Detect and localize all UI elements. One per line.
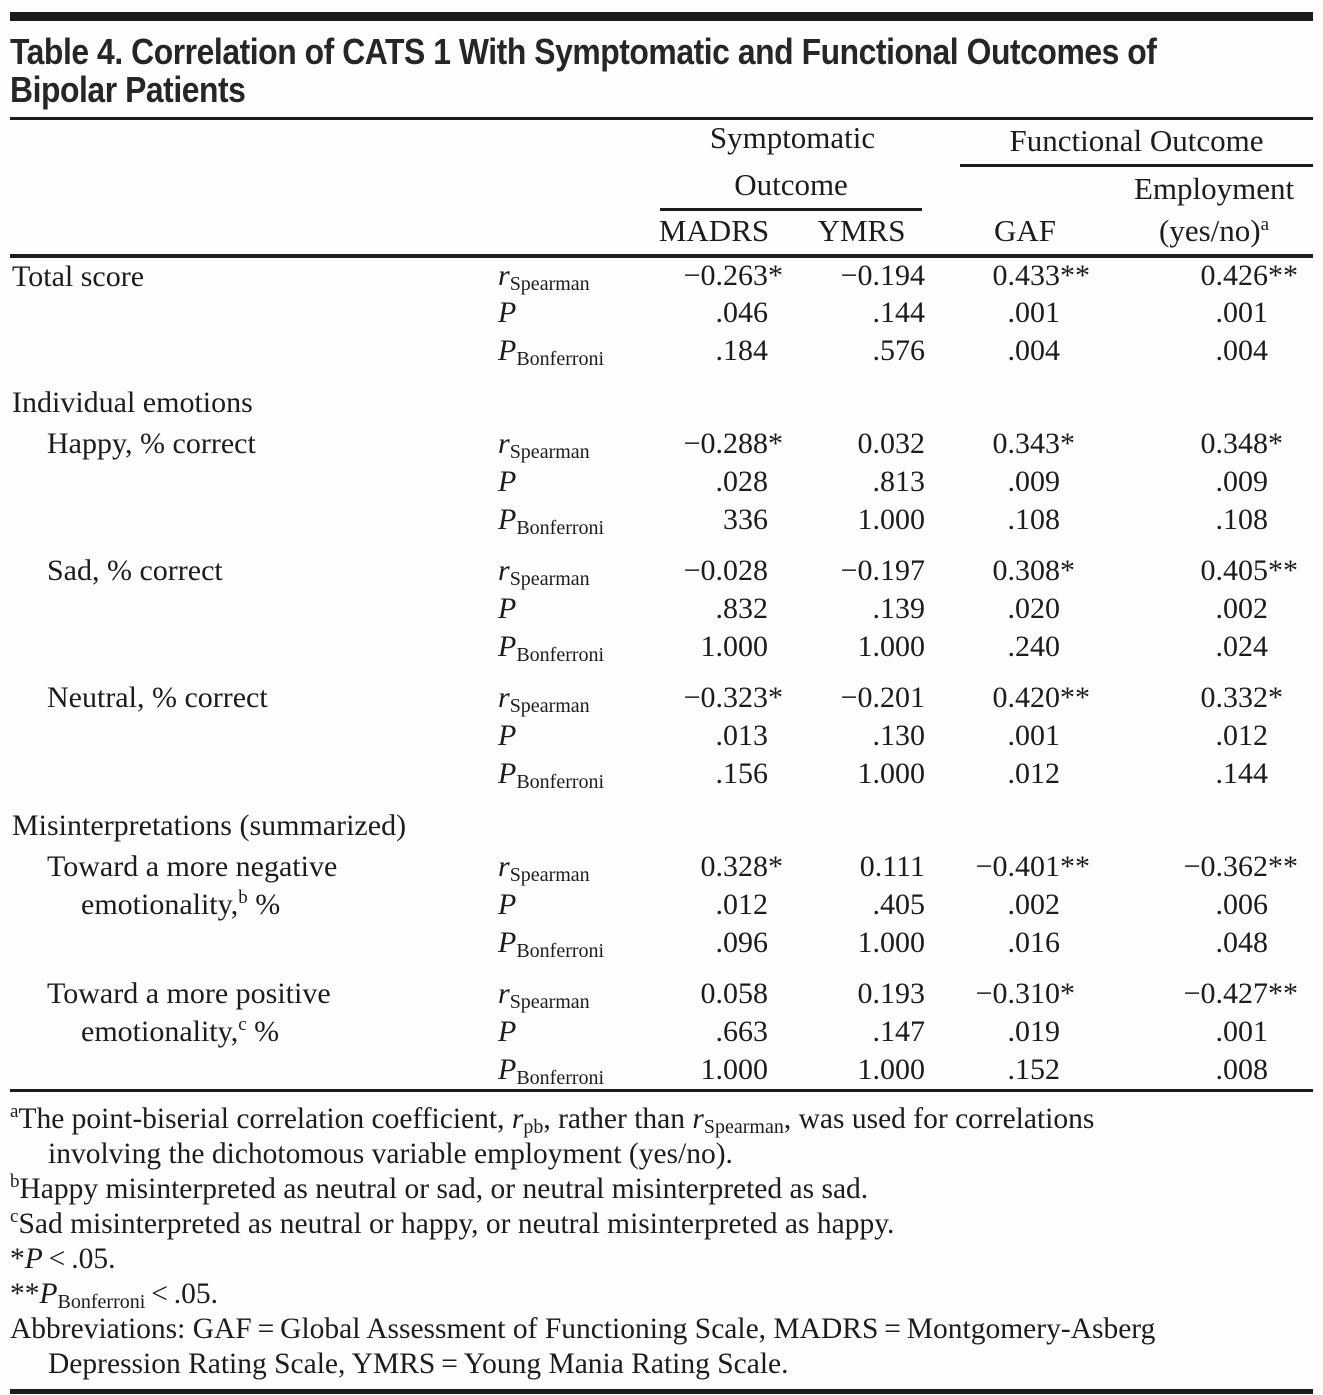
footnote [10, 1102, 1313, 1172]
stat-label [490, 552, 655, 590]
value-text: 1.000 [857, 630, 926, 663]
stat-subscript: Spearman [509, 864, 590, 886]
row-label [10, 552, 490, 666]
footnote [10, 1242, 1313, 1277]
employment-footnote-marker: a [1260, 214, 1270, 235]
value-cell [773, 332, 930, 370]
footnote-subscript: Bonferroni [57, 1291, 146, 1313]
value-cell [1065, 755, 1313, 793]
value-text: .144 [1215, 757, 1269, 790]
value-text: .012 [1215, 719, 1269, 752]
value-cell [773, 848, 930, 886]
stat-label [490, 886, 655, 924]
value-text: .020 [1007, 592, 1061, 625]
value-text: .001 [1215, 296, 1269, 329]
value-cell [773, 590, 930, 628]
value-cell [930, 463, 1065, 501]
value-cell [773, 552, 930, 590]
footnote [10, 1207, 1313, 1242]
header-employment-line2 [1065, 211, 1313, 256]
value-text: 1.000 [857, 503, 926, 536]
value-text: .024 [1215, 630, 1269, 663]
footnote [10, 1172, 1313, 1207]
stat-symbol: P [498, 334, 517, 367]
stat-symbol: P [498, 1015, 517, 1048]
value-text: .139 [872, 592, 926, 625]
row-label-line: emotionality,$^b$ % [81, 887, 281, 921]
value-text: .001 [1007, 719, 1061, 752]
value-cell: −0.263* [683, 259, 783, 292]
value-cell: 0.343* [992, 427, 1076, 460]
row-label-line: Total score [12, 260, 145, 293]
stat-label [490, 717, 655, 755]
stat-label [490, 256, 655, 294]
value-cell [1065, 628, 1313, 666]
stat-symbol: P [498, 503, 517, 536]
value-text: −0.197 [840, 554, 926, 587]
value-cell [655, 332, 773, 370]
footnotes [10, 1089, 1313, 1382]
value-text: .006 [1215, 888, 1269, 921]
footnote-italic: r [692, 1103, 704, 1135]
stat-label [490, 679, 655, 717]
value-text: .002 [1007, 888, 1061, 921]
footnote-text: involving the dichotomous variable employment (yes/no). [48, 1138, 733, 1170]
section-row [10, 793, 1313, 848]
footnote-marker: b [238, 887, 248, 908]
value-text: 0.332 [1200, 681, 1269, 714]
value-cell [655, 886, 773, 924]
value-text: .184 [715, 334, 768, 367]
value-cell [655, 294, 773, 332]
stat-subscript: Bonferroni [516, 771, 605, 793]
footnote-text: Sad misinterpreted as neutral or happy, or neutral misinterpreted as happy. [18, 1208, 895, 1240]
row-label-line: Toward a more negative [47, 850, 338, 883]
footnote [10, 1277, 1313, 1312]
stat-label [490, 1013, 655, 1051]
table-row [10, 679, 1313, 717]
value-text: 1.000 [857, 757, 926, 790]
value-cell [1065, 501, 1313, 539]
footnote-text: Abbreviations: GAF = Global Assessment of Functioning Scale, MADRS = Montgomery-Asberg [10, 1313, 1156, 1345]
value-text: .013 [715, 719, 768, 752]
stat-subscript: Spearman [509, 568, 590, 590]
stat-symbol: P [498, 296, 517, 329]
table-row [10, 848, 1313, 886]
header-madrs: MADRS [655, 211, 773, 256]
spacer-cell [10, 962, 1313, 975]
stat-subscript: Spearman [509, 695, 590, 717]
value-text: 0.405 [1200, 554, 1269, 587]
table-body [10, 256, 1313, 1089]
header-employment-line1: Employment [1133, 171, 1295, 206]
row-label [10, 848, 490, 962]
value-cell: 0.332* [1200, 681, 1284, 714]
value-text: .405 [872, 888, 926, 921]
header-symptomatic-line1: Symptomatic [709, 120, 876, 155]
stat-symbol: P [498, 630, 517, 663]
footnote-italic: P [24, 1243, 43, 1275]
value-cell [930, 501, 1065, 539]
row-label-line: Happy, % correct [47, 427, 256, 460]
value-cell [930, 755, 1065, 793]
table-row [10, 552, 1313, 590]
value-cell: −0.323* [683, 681, 783, 714]
stat-symbol: P [498, 888, 517, 921]
value-text: .001 [1007, 296, 1061, 329]
footnote-text: Happy misinterpreted as neutral or sad, or neutral misinterpreted as sad. [19, 1173, 869, 1205]
value-text: 0.058 [700, 977, 768, 1010]
correlation-table [10, 120, 1313, 1089]
value-cell: 0.433** [992, 259, 1091, 292]
value-cell: 0.348* [1200, 427, 1284, 460]
footnote-text: Depression Rating Scale, YMRS = Young Mania Rating Scale. [48, 1348, 789, 1380]
value-text: 1.000 [857, 926, 926, 959]
value-cell [1065, 924, 1313, 962]
row-label [10, 256, 490, 370]
stat-label [490, 590, 655, 628]
value-cell [773, 975, 930, 1013]
value-text: .156 [715, 757, 768, 790]
value-text: .108 [1007, 503, 1061, 536]
footnote-marker: b [10, 1171, 20, 1192]
table-row [10, 425, 1313, 463]
stat-subscript: Bonferroni [516, 1067, 605, 1089]
header-ymrs: YMRS [773, 211, 930, 256]
spacer-cell [10, 539, 1313, 552]
value-text: 1.000 [700, 630, 768, 663]
stat-symbol: P [498, 757, 517, 790]
value-text: .048 [1215, 926, 1269, 959]
value-text: 336 [723, 503, 768, 536]
stat-symbol: r [498, 259, 510, 292]
value-cell: 0.308* [992, 554, 1076, 587]
value-text: .147 [872, 1015, 926, 1048]
value-text: −0.310 [975, 977, 1061, 1010]
footnote-text: , was used for correlations [783, 1103, 1095, 1135]
table-title-line1: Table 4. Correlation of CATS 1 With Symptomatic and Functional Outcomes of [10, 31, 1157, 72]
footnote-text: The point-biserial correlation coefficient, [18, 1103, 512, 1135]
footnote-italic: r [511, 1103, 524, 1135]
value-text: 1.000 [700, 1053, 768, 1086]
value-text: 0.032 [857, 427, 926, 460]
value-cell [930, 1051, 1065, 1089]
footnote-subscript: pb [523, 1116, 544, 1138]
spacer-row [10, 539, 1313, 552]
value-cell [773, 501, 930, 539]
value-text: .108 [1215, 503, 1269, 536]
stat-subscript: Bonferroni [516, 517, 605, 539]
header-gaf: GAF [930, 211, 1065, 256]
stat-label [490, 501, 655, 539]
value-text: 0.426 [1200, 259, 1269, 292]
stat-subscript: Bonferroni [516, 940, 605, 962]
footnote-text: , rather than [543, 1103, 693, 1135]
stat-label [490, 628, 655, 666]
stat-label [490, 1051, 655, 1089]
value-text: 1.000 [857, 1053, 926, 1086]
stat-subscript: Spearman [509, 441, 590, 463]
value-cell: −0.362** [1183, 850, 1299, 883]
value-cell [655, 501, 773, 539]
value-text: .012 [1007, 757, 1061, 790]
value-cell [773, 755, 930, 793]
value-cell [930, 886, 1065, 924]
row-label [10, 679, 490, 793]
spacer-cell [10, 666, 1313, 679]
value-text: .012 [715, 888, 768, 921]
value-text: .240 [1007, 630, 1061, 663]
stat-symbol: P [498, 592, 517, 625]
value-text: .152 [1007, 1053, 1061, 1086]
value-cell [930, 1013, 1065, 1051]
stat-subscript: Spearman [509, 991, 590, 1013]
row-label-line: emotionality,$^c$ % [81, 1014, 280, 1048]
value-text: .576 [872, 334, 926, 367]
value-cell: −0.401** [975, 850, 1091, 883]
table-header [10, 120, 1313, 256]
stat-symbol: r [498, 427, 510, 460]
stat-label [490, 975, 655, 1013]
spacer-row [10, 962, 1313, 975]
value-text: −0.263 [683, 259, 768, 292]
value-text: −0.288 [683, 427, 768, 460]
value-text: .019 [1007, 1015, 1061, 1048]
value-cell: 0.405** [1200, 554, 1299, 587]
value-cell [655, 590, 773, 628]
stat-subscript: Bonferroni [516, 348, 605, 370]
footnote [10, 1312, 1313, 1382]
value-text: 0.420 [992, 681, 1061, 714]
value-text: 0.193 [857, 977, 926, 1010]
value-cell [1065, 1013, 1313, 1051]
value-text: 0.328 [700, 850, 768, 883]
value-text: .009 [1007, 465, 1061, 498]
row-label [10, 975, 490, 1089]
stat-label [490, 294, 655, 332]
value-cell [655, 1013, 773, 1051]
footnote-italic: P [39, 1278, 58, 1310]
value-text: −0.427 [1183, 977, 1269, 1010]
stat-label [490, 332, 655, 370]
section-label: Misinterpretations (summarized) [12, 809, 407, 842]
value-text: .144 [872, 296, 926, 329]
value-cell [655, 924, 773, 962]
stat-symbol: r [498, 977, 510, 1010]
header-symptomatic-line2: Outcome [660, 167, 922, 211]
stat-symbol: P [498, 465, 517, 498]
value-cell [1065, 463, 1313, 501]
value-text: −0.401 [975, 850, 1061, 883]
value-cell: −0.310* [975, 977, 1076, 1010]
value-cell [773, 1051, 930, 1089]
value-cell [1065, 717, 1313, 755]
value-cell [773, 679, 930, 717]
value-text: .002 [1215, 592, 1269, 625]
stat-label [490, 848, 655, 886]
stat-subscript: Spearman [509, 273, 590, 295]
value-cell [655, 975, 773, 1013]
value-cell [930, 294, 1065, 332]
footnote-text: * [10, 1243, 25, 1275]
row-label-line: Neutral, % correct [47, 681, 268, 714]
footnote-marker: a [10, 1101, 19, 1122]
row-label-line: Toward a more positive [47, 977, 331, 1010]
stat-symbol: P [498, 719, 517, 752]
table-title [10, 33, 1315, 109]
value-cell [773, 628, 930, 666]
spacer-row [10, 666, 1313, 679]
value-text: .001 [1215, 1015, 1269, 1048]
value-cell [930, 628, 1065, 666]
stat-label [490, 425, 655, 463]
value-text: .813 [872, 465, 926, 498]
value-cell [773, 886, 930, 924]
value-cell [773, 294, 930, 332]
footnote-text: ** [10, 1278, 40, 1310]
value-cell [930, 924, 1065, 962]
value-cell [930, 717, 1065, 755]
value-cell [773, 463, 930, 501]
value-cell [930, 590, 1065, 628]
footnote-text: < .05. [145, 1278, 218, 1310]
value-cell [1065, 886, 1313, 924]
value-cell [773, 717, 930, 755]
value-cell [655, 755, 773, 793]
value-cell [655, 717, 773, 755]
value-text: .008 [1215, 1053, 1269, 1086]
footnote-marker: c [10, 1206, 19, 1227]
value-cell: −0.288* [683, 427, 783, 460]
value-cell [773, 425, 930, 463]
bottom-rule [10, 1389, 1313, 1394]
value-cell: 0.328* [700, 850, 783, 883]
value-text: −0.028 [683, 554, 768, 587]
value-cell [655, 463, 773, 501]
value-cell: 0.420** [992, 681, 1091, 714]
value-text: .016 [1007, 926, 1061, 959]
value-text: −0.362 [1183, 850, 1269, 883]
employment-yes-no-label: (yes/no) [1159, 213, 1261, 248]
value-text: 0.433 [992, 259, 1061, 292]
table-row [10, 975, 1313, 1013]
row-label-line: Sad, % correct [47, 554, 223, 587]
header-functional-outcome: Functional Outcome [960, 123, 1313, 167]
value-cell [655, 1051, 773, 1089]
top-rule [10, 12, 1313, 21]
value-text: 0.308 [992, 554, 1061, 587]
stat-label [490, 924, 655, 962]
stat-label [490, 755, 655, 793]
value-cell: −0.427** [1183, 977, 1299, 1010]
value-cell [1065, 590, 1313, 628]
stat-symbol: r [498, 850, 510, 883]
value-text: .009 [1215, 465, 1269, 498]
section-label: Individual emotions [12, 386, 253, 419]
value-cell [773, 256, 930, 294]
value-text: .046 [715, 296, 768, 329]
value-text: .130 [872, 719, 926, 752]
row-label [10, 425, 490, 539]
table-row [10, 256, 1313, 294]
value-text: −0.323 [683, 681, 768, 714]
value-text: .663 [715, 1015, 768, 1048]
value-text: 0.111 [859, 850, 926, 883]
value-text: −0.201 [840, 681, 926, 714]
stat-symbol: r [498, 681, 510, 714]
value-text: .096 [715, 926, 768, 959]
value-cell [1065, 332, 1313, 370]
footnote-marker: c [238, 1014, 247, 1035]
value-text: 0.343 [992, 427, 1061, 460]
value-cell: 0.426** [1200, 259, 1299, 292]
footnote-text: < .05. [42, 1243, 116, 1275]
stat-label [490, 463, 655, 501]
value-cell [1065, 1051, 1313, 1089]
section-row [10, 370, 1313, 425]
value-cell [773, 1013, 930, 1051]
footnote-subscript: Spearman [703, 1116, 784, 1138]
value-cell [1065, 294, 1313, 332]
value-cell [930, 332, 1065, 370]
value-cell [655, 628, 773, 666]
stat-symbol: r [498, 554, 510, 587]
value-cell [773, 924, 930, 962]
stat-subscript: Bonferroni [516, 644, 605, 666]
value-text: −0.194 [840, 259, 926, 292]
value-cell [655, 552, 773, 590]
table-title-line2: Bipolar Patients [10, 69, 246, 110]
value-text: .004 [1007, 334, 1061, 367]
stat-symbol: P [498, 926, 517, 959]
stat-symbol: P [498, 1053, 517, 1086]
value-text: .028 [715, 465, 768, 498]
value-text: .832 [715, 592, 768, 625]
value-text: 0.348 [1200, 427, 1269, 460]
value-text: .004 [1215, 334, 1269, 367]
